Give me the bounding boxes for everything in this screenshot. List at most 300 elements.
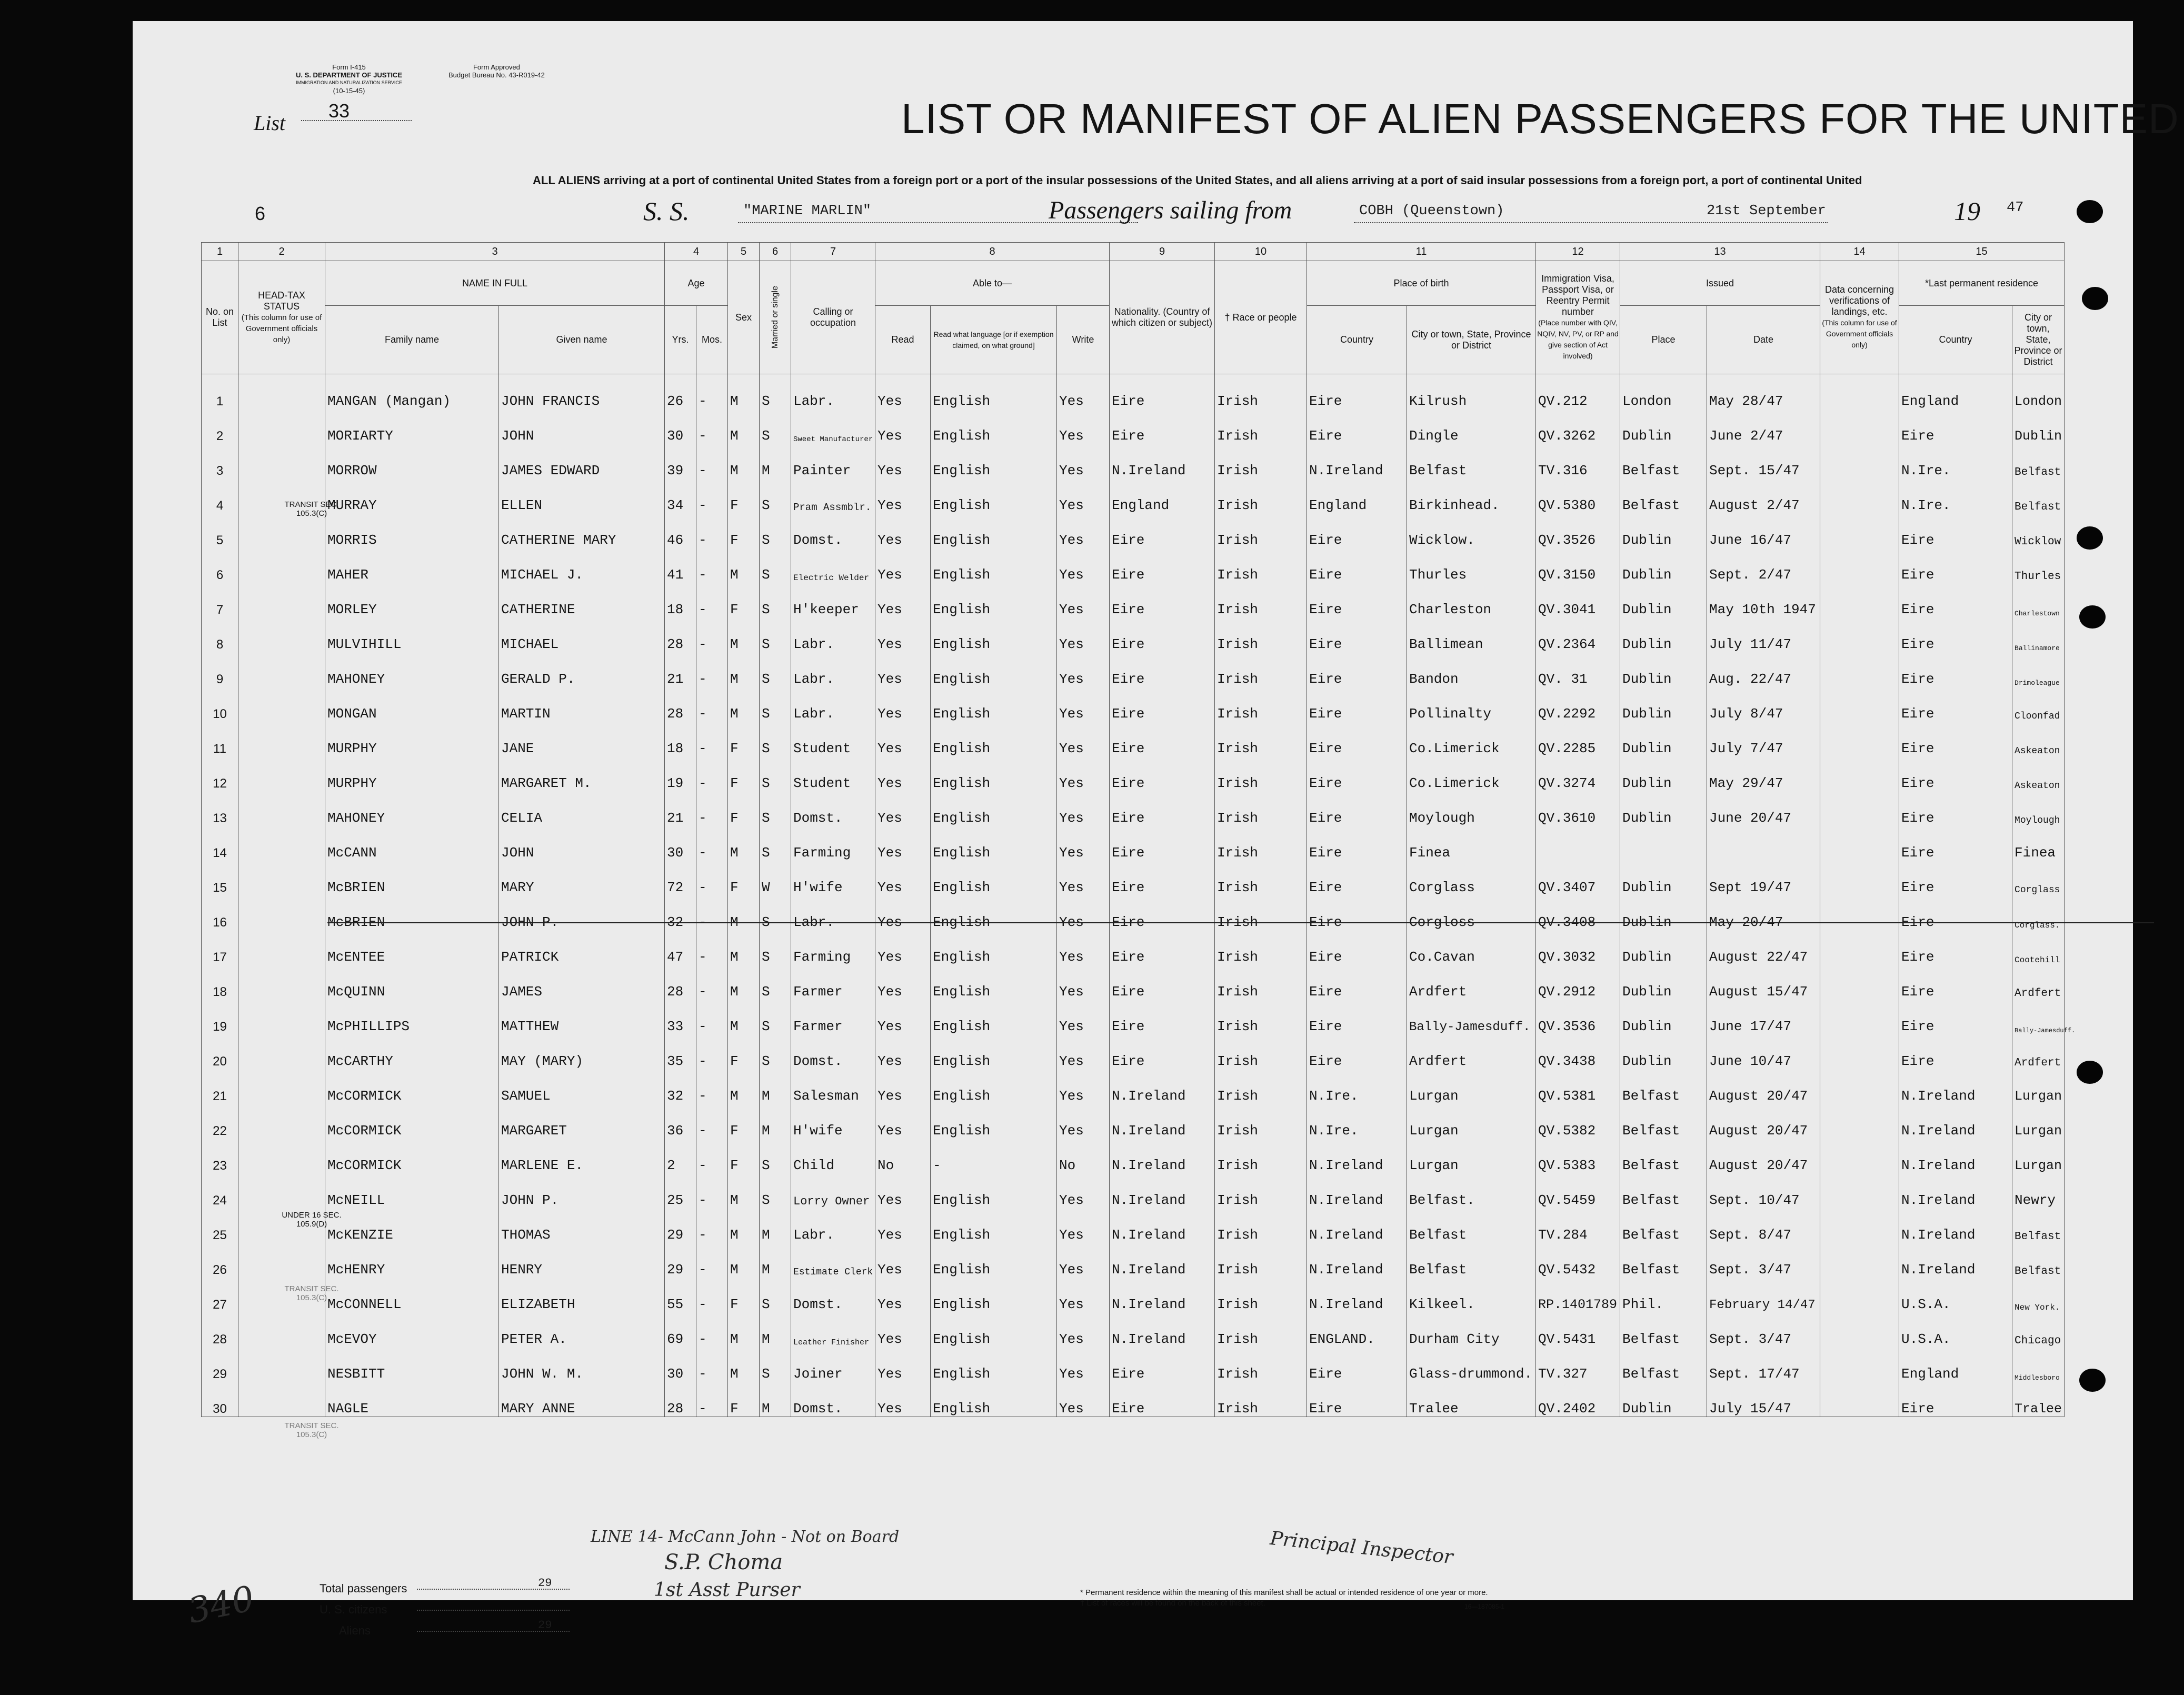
- issue-date: May 29/47: [1707, 756, 1820, 791]
- sex: M: [728, 1069, 760, 1104]
- can-write: Yes: [1057, 861, 1110, 895]
- occupation: Farmer: [791, 965, 875, 1000]
- age-years: 35: [665, 1034, 696, 1069]
- age-months: -: [696, 513, 728, 548]
- marital-status: S: [760, 1139, 791, 1173]
- birth-country: ENGLAND.: [1307, 1312, 1407, 1347]
- read-language: -: [931, 1139, 1057, 1173]
- occupation: Domst.: [791, 513, 875, 548]
- row-number: 17: [202, 930, 238, 965]
- issue-date: June 2/47: [1707, 409, 1820, 444]
- age-months: -: [696, 444, 728, 478]
- nationality: N.Ireland: [1110, 1312, 1215, 1347]
- nationality: Eire: [1110, 617, 1215, 652]
- marital-status: S: [760, 1347, 791, 1382]
- occupation: Domst.: [791, 1382, 875, 1417]
- issue-place: Dublin: [1620, 930, 1707, 965]
- issue-place: Belfast: [1620, 1208, 1707, 1243]
- visa-number: QV.2292: [1536, 687, 1620, 722]
- col-num: 13: [1620, 243, 1820, 261]
- sex: F: [728, 756, 760, 791]
- row-number: 29: [202, 1347, 238, 1382]
- sex: F: [728, 1278, 760, 1312]
- birth-country: N.Ireland: [1307, 1243, 1407, 1278]
- sex: M: [728, 1173, 760, 1208]
- issue-date: Sept. 2/47: [1707, 548, 1820, 583]
- age-months: -: [696, 617, 728, 652]
- age-months: -: [696, 478, 728, 513]
- residence-city: Cootehill: [2012, 930, 2065, 965]
- visa-number: QV.2402: [1536, 1382, 1620, 1417]
- nationality: Eire: [1110, 895, 1215, 930]
- race: Irish: [1215, 826, 1307, 861]
- birth-country: N.Ireland: [1307, 1208, 1407, 1243]
- sex: M: [728, 965, 760, 1000]
- occupation: H'wife: [791, 1104, 875, 1139]
- given-name: MARGARET: [499, 1104, 665, 1139]
- given-name: PETER A.: [499, 1312, 665, 1347]
- given-name: MARY: [499, 861, 665, 895]
- landing-data: [1820, 444, 1899, 478]
- table-row: [202, 652, 2065, 687]
- residence-country: N.Ireland: [1899, 1173, 2012, 1208]
- birth-country: N.Ireland: [1307, 1173, 1407, 1208]
- can-read: Yes: [875, 1104, 931, 1139]
- header-birth-city: City or town, State, Province or District: [1407, 306, 1536, 374]
- col-num: 6: [760, 243, 791, 261]
- residence-city: Belfast: [2012, 444, 2065, 478]
- occupation: Lorry Owner: [791, 1173, 875, 1208]
- birth-city: Lurgan: [1407, 1139, 1536, 1173]
- row-number: 16: [202, 895, 238, 930]
- age-years: 28: [665, 617, 696, 652]
- read-language: English: [931, 791, 1057, 826]
- visa-number: QV.3536: [1536, 1000, 1620, 1034]
- residence-city: Corglass.: [2012, 895, 2065, 930]
- table-row: [202, 1000, 2065, 1034]
- residence-city: Ardfert: [2012, 965, 2065, 1000]
- table-row: [202, 1243, 2065, 1278]
- birth-country: Eire: [1307, 617, 1407, 652]
- form-date: (10-15-45): [333, 87, 365, 95]
- can-write: Yes: [1057, 1312, 1110, 1347]
- issue-date: Aug. 22/47: [1707, 652, 1820, 687]
- form-header: [296, 63, 402, 95]
- headtax-cell: [238, 444, 325, 478]
- marital-status: M: [760, 1104, 791, 1139]
- given-name: JOHN P.: [499, 1173, 665, 1208]
- family-name: MAHER: [325, 548, 499, 583]
- given-name: SAMUEL: [499, 1069, 665, 1104]
- issue-place: Dublin: [1620, 1382, 1707, 1417]
- age-months: -: [696, 409, 728, 444]
- occupation: Domst.: [791, 1278, 875, 1312]
- table-row: [202, 722, 2065, 756]
- row-number: 22: [202, 1104, 238, 1139]
- age-months: -: [696, 1278, 728, 1312]
- issue-place: Belfast: [1620, 1173, 1707, 1208]
- family-name: McCORMICK: [325, 1104, 499, 1139]
- marital-status: S: [760, 617, 791, 652]
- occupation: Joiner: [791, 1347, 875, 1382]
- race: Irish: [1215, 1312, 1307, 1347]
- can-write: Yes: [1057, 548, 1110, 583]
- birth-country: Eire: [1307, 374, 1407, 410]
- nationality: N.Ireland: [1110, 1139, 1215, 1173]
- occupation: H'wife: [791, 861, 875, 895]
- issue-date: July 8/47: [1707, 687, 1820, 722]
- issue-place: Dublin: [1620, 1034, 1707, 1069]
- residence-country: Eire: [1899, 930, 2012, 965]
- table-row: [202, 1347, 2065, 1382]
- row-number: 23: [202, 1139, 238, 1173]
- given-name: THOMAS: [499, 1208, 665, 1243]
- nationality: Eire: [1110, 965, 1215, 1000]
- sex: M: [728, 1208, 760, 1243]
- read-language: English: [931, 1208, 1057, 1243]
- read-language: English: [931, 1173, 1057, 1208]
- age-years: 2: [665, 1139, 696, 1173]
- headtax-cell: [238, 1104, 325, 1139]
- headtax-cell: [238, 548, 325, 583]
- marital-status: S: [760, 687, 791, 722]
- birth-country: Eire: [1307, 409, 1407, 444]
- issue-place: Dublin: [1620, 548, 1707, 583]
- aliens-label: Aliens: [339, 1624, 371, 1637]
- table-row: [202, 409, 2065, 444]
- header-read: Read: [875, 306, 931, 374]
- headtax-cell: [238, 583, 325, 617]
- landing-data: [1820, 1173, 1899, 1208]
- residence-country: Eire: [1899, 548, 2012, 583]
- given-name: JOHN P.: [499, 895, 665, 930]
- visa-number: QV.3262: [1536, 409, 1620, 444]
- document-title: LIST OR MANIFEST OF ALIEN PASSENGERS FOR THE UNITED: [901, 95, 2179, 142]
- col-num: 15: [1899, 243, 2065, 261]
- visa-number: QV.3610: [1536, 791, 1620, 826]
- race: Irish: [1215, 791, 1307, 826]
- occupation: Pram Assmblr.: [791, 478, 875, 513]
- age-years: 36: [665, 1104, 696, 1139]
- race: Irish: [1215, 1173, 1307, 1208]
- birth-country: Eire: [1307, 652, 1407, 687]
- visa-note: (Place number with QIV, NQIV, NV, PV, or RP and give section of Act involved): [1537, 318, 1619, 360]
- table-row: [202, 756, 2065, 791]
- residence-country: Eire: [1899, 895, 2012, 930]
- occupation: Student: [791, 756, 875, 791]
- col-num: 4: [665, 243, 728, 261]
- header-nationality: Nationality. (Country of which citizen or subject): [1110, 261, 1215, 374]
- occupation: Labr.: [791, 652, 875, 687]
- headtax-cell: [238, 652, 325, 687]
- occupation: Farming: [791, 930, 875, 965]
- age-years: 32: [665, 895, 696, 930]
- given-name: JOHN: [499, 826, 665, 861]
- col-num: 1: [202, 243, 238, 261]
- stamp-transit: TRANSIT SEC. 105.3(C): [284, 1284, 339, 1302]
- marital-status: S: [760, 895, 791, 930]
- not-on-board-note: LINE 14- McCann John - Not on Board: [591, 1528, 900, 1546]
- header-issued: Issued: [1620, 261, 1820, 306]
- header-headtax: [238, 261, 325, 374]
- residence-city: Corglass: [2012, 861, 2065, 895]
- row-number: 30: [202, 1382, 238, 1417]
- can-read: Yes: [875, 1000, 931, 1034]
- sex: F: [728, 722, 760, 756]
- punch-hole: [2077, 200, 2103, 223]
- sex: M: [728, 1000, 760, 1034]
- landing-data: [1820, 895, 1899, 930]
- issue-place: Dublin: [1620, 1000, 1707, 1034]
- year: 47: [2007, 200, 2024, 216]
- row-number: 26: [202, 1243, 238, 1278]
- age-months: -: [696, 756, 728, 791]
- age-months: -: [696, 1382, 728, 1417]
- form-number: Form I-415: [332, 63, 366, 71]
- nationality: N.Ireland: [1110, 1173, 1215, 1208]
- landing-data: [1820, 1104, 1899, 1139]
- landing-data: [1820, 617, 1899, 652]
- family-name: MAHONEY: [325, 652, 499, 687]
- header-row-1: [202, 261, 2065, 306]
- age-months: -: [696, 583, 728, 617]
- residence-country: Eire: [1899, 826, 2012, 861]
- visa-number: QV.2285: [1536, 722, 1620, 756]
- residence-city: Drimoleague: [2012, 652, 2065, 687]
- visa-number: QV.2912: [1536, 965, 1620, 1000]
- family-name: MAHONEY: [325, 791, 499, 826]
- nationality: Eire: [1110, 652, 1215, 687]
- table-row: [202, 513, 2065, 548]
- age-months: -: [696, 1104, 728, 1139]
- row-number: 2: [202, 409, 238, 444]
- nationality: Eire: [1110, 826, 1215, 861]
- nationality: Eire: [1110, 861, 1215, 895]
- landing-data: [1820, 1208, 1899, 1243]
- headtax-cell: [238, 1000, 325, 1034]
- read-language: English: [931, 1000, 1057, 1034]
- residence-country: N.Ire.: [1899, 478, 2012, 513]
- race: Irish: [1215, 652, 1307, 687]
- marital-status: M: [760, 1312, 791, 1347]
- issue-date: July 7/47: [1707, 722, 1820, 756]
- sex: F: [728, 1382, 760, 1417]
- header-res-country: Country: [1899, 306, 2012, 374]
- birth-city: Pollinalty: [1407, 687, 1536, 722]
- family-name: MORRIS: [325, 513, 499, 548]
- race: Irish: [1215, 1104, 1307, 1139]
- nationality: Eire: [1110, 374, 1215, 410]
- issue-place: Dublin: [1620, 583, 1707, 617]
- row-number: 14: [202, 826, 238, 861]
- stamp-transit: TRANSIT SEC. 105.3(C): [284, 500, 339, 518]
- family-name: McEVOY: [325, 1312, 499, 1347]
- residence-city: Wicklow: [2012, 513, 2065, 548]
- issue-date: May 20/47: [1707, 895, 1820, 930]
- table-row: [202, 1139, 2065, 1173]
- family-name: MANGAN (Mangan): [325, 374, 499, 410]
- residence-city: Thurles: [2012, 548, 2065, 583]
- visa-number: RP.1401789: [1536, 1278, 1620, 1312]
- list-label: List: [254, 111, 286, 135]
- table-row: [202, 687, 2065, 722]
- residence-country: Eire: [1899, 791, 2012, 826]
- header-birth-country: Country: [1307, 306, 1407, 374]
- read-language: English: [931, 1069, 1057, 1104]
- age-months: -: [696, 687, 728, 722]
- stamp-under16: UNDER 16 SEC. 105.9(D): [282, 1211, 342, 1229]
- residence-city: Lurgan: [2012, 1139, 2065, 1173]
- table-row: [202, 1173, 2065, 1208]
- issue-date: June 10/47: [1707, 1034, 1820, 1069]
- table-row: [202, 1104, 2065, 1139]
- header-issue-place: Place: [1620, 306, 1707, 374]
- footnote-residence: * Permanent residence within the meaning of this manifest shall be actual or intended residence of one year or more.: [1080, 1588, 1488, 1597]
- birth-country: Eire: [1307, 1347, 1407, 1382]
- residence-city: Ballinamore: [2012, 617, 2065, 652]
- family-name: McNEILL: [325, 1173, 499, 1208]
- birth-country: Eire: [1307, 791, 1407, 826]
- sex: M: [728, 1243, 760, 1278]
- visa-number: TV.284: [1536, 1208, 1620, 1243]
- birth-country: N.Ireland: [1307, 444, 1407, 478]
- marital-status: S: [760, 1000, 791, 1034]
- headtax-cell: [238, 1312, 325, 1347]
- table-row: [202, 1208, 2065, 1243]
- marital-status: S: [760, 374, 791, 410]
- table-row: [202, 583, 2065, 617]
- race: Irish: [1215, 930, 1307, 965]
- age-years: 69: [665, 1312, 696, 1347]
- issue-place: Belfast: [1620, 1312, 1707, 1347]
- occupation: H'keeper: [791, 583, 875, 617]
- family-name: McPHILLIPS: [325, 1000, 499, 1034]
- nationality: England: [1110, 478, 1215, 513]
- header-write: Write: [1057, 306, 1110, 374]
- issue-date: June 20/47: [1707, 791, 1820, 826]
- issue-place: Dublin: [1620, 965, 1707, 1000]
- birth-city: Wicklow.: [1407, 513, 1536, 548]
- landing-data: [1820, 826, 1899, 861]
- birth-country: Eire: [1307, 895, 1407, 930]
- sex: F: [728, 513, 760, 548]
- can-write: Yes: [1057, 652, 1110, 687]
- marital-status: W: [760, 861, 791, 895]
- marital-status: S: [760, 965, 791, 1000]
- can-read: Yes: [875, 1382, 931, 1417]
- headtax-title: HEAD-TAX STATUS: [258, 290, 305, 312]
- header-residence: *Last permanent residence: [1899, 261, 2065, 306]
- age-years: 39: [665, 444, 696, 478]
- age-months: -: [696, 548, 728, 583]
- issue-date: August 2/47: [1707, 478, 1820, 513]
- header-race: † Race or people: [1215, 261, 1307, 374]
- can-read: Yes: [875, 826, 931, 861]
- birth-city: Belfast: [1407, 444, 1536, 478]
- birth-country: Eire: [1307, 513, 1407, 548]
- nationality: Eire: [1110, 409, 1215, 444]
- race: Irish: [1215, 861, 1307, 895]
- headtax-cell: [238, 687, 325, 722]
- marital-status: S: [760, 548, 791, 583]
- birth-country: Eire: [1307, 826, 1407, 861]
- age-years: 29: [665, 1243, 696, 1278]
- can-read: Yes: [875, 374, 931, 410]
- sex: M: [728, 687, 760, 722]
- birth-city: Belfast: [1407, 1208, 1536, 1243]
- can-read: Yes: [875, 1347, 931, 1382]
- can-write: Yes: [1057, 583, 1110, 617]
- read-language: English: [931, 722, 1057, 756]
- birth-city: Ballimean: [1407, 617, 1536, 652]
- given-name: PATRICK: [499, 930, 665, 965]
- age-years: 29: [665, 1208, 696, 1243]
- race: Irish: [1215, 1139, 1307, 1173]
- row-number: 10: [202, 687, 238, 722]
- age-years: 18: [665, 583, 696, 617]
- age-years: 28: [665, 687, 696, 722]
- col-num: 7: [791, 243, 875, 261]
- read-language: English: [931, 1347, 1057, 1382]
- can-read: Yes: [875, 548, 931, 583]
- read-language: English: [931, 1243, 1057, 1278]
- marital-status: S: [760, 930, 791, 965]
- headtax-cell: [238, 374, 325, 410]
- age-months: -: [696, 1069, 728, 1104]
- family-name: MORLEY: [325, 583, 499, 617]
- residence-city: Askeaton: [2012, 722, 2065, 756]
- col-num: 5: [728, 243, 760, 261]
- residence-city: Bally-Jamesduff.: [2012, 1000, 2065, 1034]
- age-years: 28: [665, 1382, 696, 1417]
- col-num: 10: [1215, 243, 1307, 261]
- headtax-cell: [238, 1243, 325, 1278]
- age-years: 21: [665, 652, 696, 687]
- race: Irish: [1215, 617, 1307, 652]
- issue-date: August 20/47: [1707, 1104, 1820, 1139]
- punch-hole: [2079, 1369, 2106, 1392]
- family-name: McQUINN: [325, 965, 499, 1000]
- birth-city: Birkinhead.: [1407, 478, 1536, 513]
- given-name: MARLENE E.: [499, 1139, 665, 1173]
- sex: F: [728, 478, 760, 513]
- age-years: 25: [665, 1173, 696, 1208]
- residence-country: N.Ireland: [1899, 1243, 2012, 1278]
- given-name: JANE: [499, 722, 665, 756]
- read-language: English: [931, 826, 1057, 861]
- occupation: Domst.: [791, 1034, 875, 1069]
- birth-country: Eire: [1307, 861, 1407, 895]
- can-read: Yes: [875, 687, 931, 722]
- birth-city: Bally-Jamesduff.: [1407, 1000, 1536, 1034]
- issue-place: Belfast: [1620, 1139, 1707, 1173]
- issue-place: Belfast: [1620, 444, 1707, 478]
- race: Irish: [1215, 756, 1307, 791]
- row-number: 24: [202, 1173, 238, 1208]
- landing-data: [1820, 1312, 1899, 1347]
- sex: F: [728, 861, 760, 895]
- birth-country: Eire: [1307, 1000, 1407, 1034]
- issue-date: Sept 19/47: [1707, 861, 1820, 895]
- sailing-date: 21st September: [1707, 203, 1826, 219]
- table-row: [202, 930, 2065, 965]
- can-read: Yes: [875, 583, 931, 617]
- marital-status: M: [760, 1208, 791, 1243]
- age-years: 46: [665, 513, 696, 548]
- issue-date: August 15/47: [1707, 965, 1820, 1000]
- birth-city: Durham City: [1407, 1312, 1536, 1347]
- residence-city: Belfast: [2012, 1208, 2065, 1243]
